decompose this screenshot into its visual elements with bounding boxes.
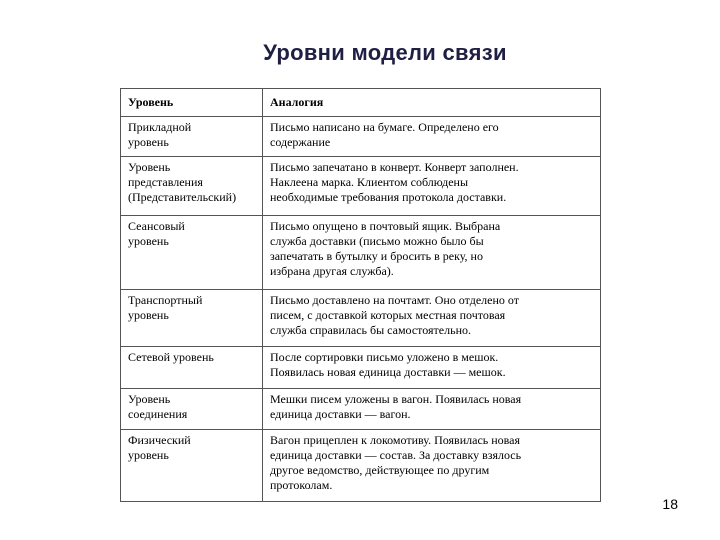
analogy-cell: Письмо запечатано в конверт. Конверт заполнен. Наклеена марка. Клиентом соблюдены необходимые требования протокола доставки. [263, 157, 601, 216]
analogy-cell: Вагон прицеплен к локомотиву. Появилась новая единица доставки — состав. За доставку взялось другое ведомство, действующее по другим протоколам. [263, 430, 601, 502]
table-row [121, 389, 601, 430]
table-row [121, 117, 601, 157]
level-cell: Уровень соединения [121, 389, 263, 430]
slide-title: Уровни модели связи [263, 40, 507, 65]
osi-levels-table [120, 88, 601, 502]
table-row [121, 430, 601, 502]
level-cell: Прикладной уровень [121, 117, 263, 157]
level-cell: Сеансовый уровень [121, 216, 263, 290]
table-row [121, 157, 601, 216]
page-number: 18 [662, 496, 678, 512]
header-level: Уровень [121, 89, 263, 117]
analogy-cell: Мешки писем уложены в вагон. Появилась новая единица доставки — вагон. [263, 389, 601, 430]
table-row [121, 290, 601, 347]
analogy-cell: Письмо опущено в почтовый ящик. Выбрана служба доставки (письмо можно было бы запечатать в бутылку и бросить в реку, но избрана другая служба). [263, 216, 601, 290]
level-cell: Сетевой уровень [121, 347, 263, 389]
table-header-row [121, 89, 601, 117]
analogy-cell: Письмо написано на бумаге. Определено его содержание [263, 117, 601, 157]
table-row [121, 216, 601, 290]
level-cell: Уровень представления (Представительский) [121, 157, 263, 216]
analogy-cell: Письмо доставлено на почтамт. Оно отделено от писем, с доставкой которых местная почтовая служба справилась бы самостоятельно. [263, 290, 601, 347]
analogy-cell: После сортировки письмо уложено в мешок. Появилась новая единица доставки — мешок. [263, 347, 601, 389]
header-analogy: Аналогия [263, 89, 601, 117]
level-cell: Транспортный уровень [121, 290, 263, 347]
level-cell: Физический уровень [121, 430, 263, 502]
table-row [121, 347, 601, 389]
